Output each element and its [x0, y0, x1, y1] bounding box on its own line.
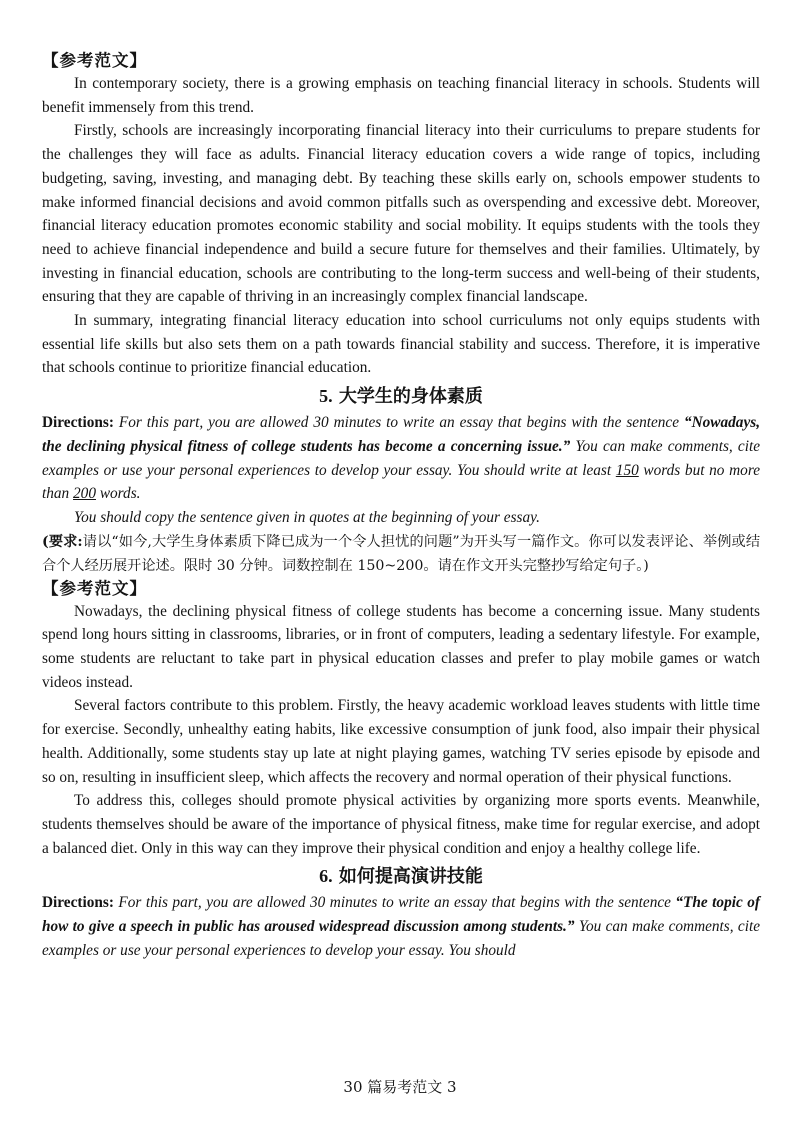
prompt-sentence: “The topic of how to give a speech in public has aroused widespread discussion among students.” [42, 894, 760, 936]
directions-text: words. [99, 485, 141, 503]
essay4-paragraph-1: In contemporary society, there is a growing emphasis on teaching financial literacy in schools. Students will benefit immensely from this trend. [42, 75, 760, 116]
essay5-paragraph-3: To address this, colleges should promote physical activities by organizing more sports events. Meanwhile, students themselves should be aware of the importance of physical fitness, make time for regular exercise, and adopt a balanced diet. Only in this way can they improve their physical condition and enjoy a healthy college life. [42, 792, 760, 857]
directions-text: For this part, you are allowed 30 minutes to write an essay that begins with the sentence [118, 414, 679, 432]
min-word-count: 150 [615, 461, 639, 479]
sample-essay-heading: 【参考范文】 [42, 51, 147, 70]
topic6-number: 6. [319, 866, 333, 887]
essay5-paragraph-1: Nowadays, the declining physical fitness of college students has become a concerning issue. Many students spend long hours sitting in classrooms, libraries, or in front of computers, leading a sedentary lifestyle. For example, some students are reluctant to take part in physical education classes and prefer to play mobile games or watch videos instead. [42, 602, 760, 691]
sample-essay-heading: 【参考范文】 [42, 578, 147, 598]
topic5-title [42, 381, 760, 411]
topic6-directions [42, 891, 760, 962]
topic5-directions [42, 411, 760, 506]
directions-text: You can make comments, cite examples or use your personal experiences to develop your essay. You should write at least [42, 437, 760, 479]
copy-note: You should copy the sentence given in quotes at the beginning of your essay. [74, 508, 540, 526]
directions-text: You can make comments, cite examples or use your personal experiences to develop your essay. You should [42, 918, 760, 959]
essay4-paragraph-3: In summary, integrating financial literacy education into school curriculums not only equips students with essential life skills but also sets them on a path towards financial stability and success. Therefore, it is imperative that schools continue to prioritize financial education. [42, 312, 760, 377]
max-word-count: 200 [73, 485, 96, 503]
prompt-sentence: “Nowadays, the declining physical fitness of college students has become a concerning issue.” [42, 414, 761, 455]
directions-text: For this part, you are allowed 30 minutes to write an essay that begins with the sentence [118, 894, 671, 912]
topic6-title [42, 861, 760, 891]
essay5-paragraph-2: Several factors contribute to this problem. Firstly, the heavy academic workload leaves students with little time for exercise. Secondly, unhealthy eating habits, like excessive consumption of junk food, also impair their physical health. Additionally, some students stay up late at night playing games, watching TV series episode by episode and so on, resulting in insufficient sleep, which affects the recovery and normal operation of their physical functions. [42, 697, 760, 786]
essay4-paragraph-2: Firstly, schools are increasingly incorporating financial literacy into their curriculums to prepare students for the challenges they will face as adults. Financial literacy education covers a wide range of topics, including budgeting, saving, investing, and managing debt. By teaching these skills early on, schools empower students to make informed financial decisions and avoid common pitfalls such as overspending and excessive debt. Moreover, financial literacy education promotes economic stability and social mobility. It equips students with the tools they need to achieve financial independence and build a secure future for themselves and their families. Ultimately, by investing in financial education, schools are contributing to the long-term success and well-being of their students, ensuring that they are capable of thriving in an increasingly complex financial landscape. [42, 122, 760, 306]
topic5-number: 5. [319, 386, 333, 407]
chinese-requirement [42, 530, 760, 578]
page-footer: 30 篇易考范文 3 [343, 1078, 457, 1096]
requirement-label: (要求: [42, 533, 83, 550]
requirement-text: 请以“如今,大学生身体素质下降已成为一个令人担忧的问题”为开头写一篇作文。你可以发表评论、举例或结合个人经历展开论述。限时 30 分钟。词数控制在 150~200。请在作文开头完整抄写给定句子。) [42, 533, 761, 574]
directions-label: Directions: [42, 894, 114, 912]
topic6-title-text: 如何提高演讲技能 [338, 866, 483, 888]
directions-text: words but no more than [42, 461, 760, 503]
document-page [42, 50, 760, 963]
directions-label: Directions: [42, 414, 114, 432]
topic5-title-text: 大学生的身体素质 [338, 386, 483, 408]
